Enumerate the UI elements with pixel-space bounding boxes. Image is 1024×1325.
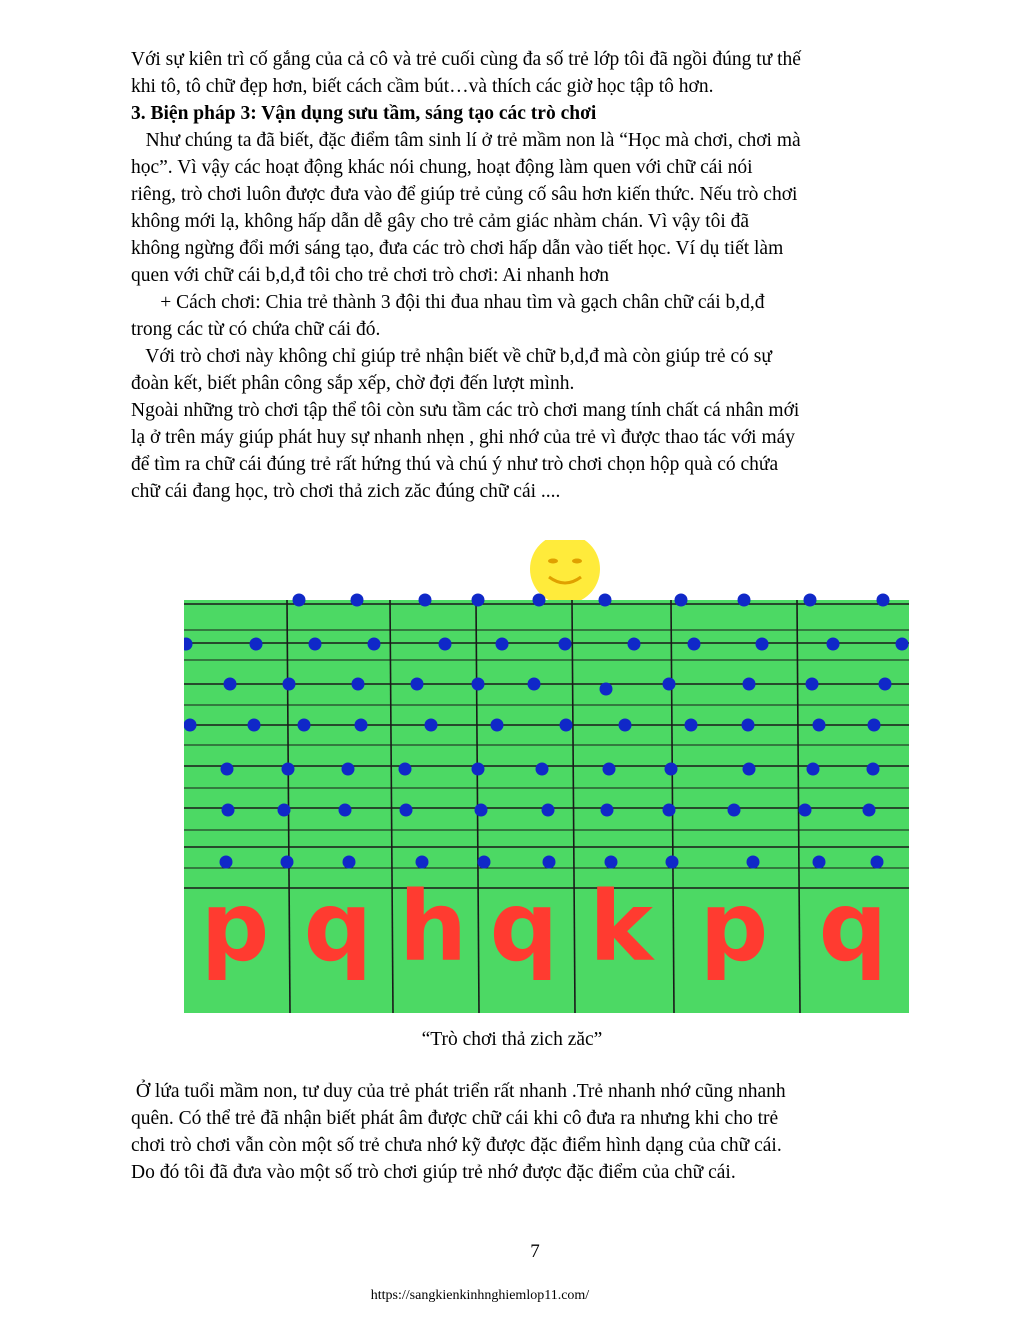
game-dot <box>601 804 614 817</box>
game-letter: p <box>200 871 270 983</box>
text-line: không mới lạ, không hấp dẫn dễ gây cho trẻ cảm giác nhàm chán. Vì vậy tôi đã <box>131 211 750 232</box>
game-letter: q <box>303 871 373 983</box>
game-dot <box>536 763 549 776</box>
game-dot <box>355 719 368 732</box>
text-line: Ở lứa tuổi mầm non, tư duy của trẻ phát triển rất nhanh .Trẻ nhanh nhớ cũng nhanh <box>131 1081 786 1102</box>
game-dot <box>867 763 880 776</box>
game-dot <box>743 763 756 776</box>
game-dot <box>220 856 233 869</box>
game-dot <box>281 856 294 869</box>
game-dot <box>248 719 261 732</box>
game-dot <box>416 856 429 869</box>
game-dot <box>283 678 296 691</box>
game-dot <box>605 856 618 869</box>
game-dot <box>221 763 234 776</box>
game-dot <box>813 856 826 869</box>
game-dot <box>742 719 755 732</box>
game-dot <box>756 638 769 651</box>
game-letter: h <box>398 871 468 983</box>
text-line: quên. Có thể trẻ đã nhận biết phát âm được chữ cái khi cô đưa ra nhưng khi cho trẻ <box>131 1108 779 1129</box>
game-dot <box>352 678 365 691</box>
game-dot <box>224 678 237 691</box>
game-dot <box>475 804 488 817</box>
game-dot <box>728 804 741 817</box>
text-line: riêng, trò chơi luôn được đưa vào để giúp trẻ củng cố sâu hơn kiến thức. Nếu trò chơi <box>131 184 798 205</box>
page-number: 7 <box>530 1241 540 1262</box>
game-dot <box>309 638 322 651</box>
section-heading: 3. Biện pháp 3: Vận dụng sưu tầm, sáng tạo các trò chơi <box>131 103 597 124</box>
text-line: Do đó tôi đã đưa vào một số trò chơi giúp trẻ nhớ được đặc điểm của chữ cái. <box>131 1162 736 1183</box>
game-dot <box>472 763 485 776</box>
game-dot <box>600 683 613 696</box>
game-dot <box>351 594 364 607</box>
game-dot <box>491 719 504 732</box>
game-dot <box>666 856 679 869</box>
game-dot <box>293 594 306 607</box>
game-dot <box>628 638 641 651</box>
game-dot <box>533 594 546 607</box>
game-dot <box>439 638 452 651</box>
game-dot <box>298 719 311 732</box>
game-dot <box>877 594 890 607</box>
game-dot <box>472 678 485 691</box>
smiley-eye <box>572 559 582 564</box>
game-dot <box>222 804 235 817</box>
game-dot <box>496 638 509 651</box>
bottom-text-block <box>131 1078 943 1186</box>
figure-caption: “Trò chơi thả zich zăc” <box>421 1029 603 1050</box>
game-dot <box>807 763 820 776</box>
text-line: Như chúng ta đã biết, đặc điểm tâm sinh lí ở trẻ mầm non là “Học mà chơi, chơi mà <box>131 130 801 151</box>
game-dot <box>879 678 892 691</box>
game-dot <box>688 638 701 651</box>
game-dot <box>603 763 616 776</box>
game-dot <box>343 856 356 869</box>
text-line: trong các từ có chứa chữ cái đó. <box>131 319 381 340</box>
game-dot <box>399 763 412 776</box>
zigzag-game-figure <box>184 540 909 1015</box>
text-line: + Cách chơi: Chia trẻ thành 3 đội thi đua nhau tìm và gạch chân chữ cái b,d,đ <box>131 292 765 313</box>
footer-url: https://sangkienkinhnghiemlop11.com/ <box>370 1288 590 1303</box>
game-dot <box>368 638 381 651</box>
game-dot <box>813 719 826 732</box>
game-dot <box>400 804 413 817</box>
game-letter: p <box>699 871 769 983</box>
game-dot <box>250 638 263 651</box>
text-line: không ngừng đổi mới sáng tạo, đưa các trò chơi hấp dẫn vào tiết học. Ví dụ tiết làm <box>131 238 784 259</box>
text-line: Ngoài những trò chơi tập thể tôi còn sưu tầm các trò chơi mang tính chất cá nhân mới <box>131 400 800 421</box>
game-dot <box>278 804 291 817</box>
game-dot <box>665 763 678 776</box>
game-dot <box>542 804 555 817</box>
game-dot <box>282 763 295 776</box>
text-line: chữ cái đang học, trò chơi thả zich zăc đúng chữ cái .... <box>131 481 561 502</box>
top-text-block <box>131 46 943 505</box>
text-line: lạ ở trên máy giúp phát huy sự nhanh nhẹn , ghi nhớ của trẻ vì được thao tác với máy <box>131 427 796 448</box>
game-dot <box>478 856 491 869</box>
text-line: Với trò chơi này không chỉ giúp trẻ nhận biết về chữ b,d,đ mà còn giúp trẻ có sự <box>131 346 772 367</box>
game-dot <box>663 804 676 817</box>
game-dot <box>599 594 612 607</box>
game-dot <box>419 594 432 607</box>
game-dot <box>472 594 485 607</box>
game-dot <box>747 856 760 869</box>
game-dot <box>342 763 355 776</box>
game-dot <box>560 719 573 732</box>
game-dot <box>184 719 197 732</box>
game-dot <box>543 856 556 869</box>
text-line: đoàn kết, biết phân công sắp xếp, chờ đợi đến lượt mình. <box>131 373 575 394</box>
game-dot <box>738 594 751 607</box>
text-line: học”. Vì vậy các hoạt động khác nói chung, hoạt động làm quen với chữ cái nói <box>131 157 753 178</box>
game-letter: q <box>818 871 888 983</box>
game-letter: q <box>489 871 559 983</box>
game-dot <box>804 594 817 607</box>
game-dot <box>896 638 909 651</box>
text-line: quen với chữ cái b,d,đ tôi cho trẻ chơi trò chơi: Ai nhanh hơn <box>131 265 610 286</box>
game-dot <box>411 678 424 691</box>
game-dot <box>743 678 756 691</box>
game-dot <box>868 719 881 732</box>
smiley-eye <box>548 559 558 564</box>
game-dot <box>339 804 352 817</box>
text-line: khi tô, tô chữ đẹp hơn, biết cách cầm bút…và thích các giờ học tập tô hơn. <box>131 76 714 97</box>
game-dot <box>685 719 698 732</box>
game-dot <box>619 719 632 732</box>
game-dot <box>425 719 438 732</box>
text-line: chơi trò chơi vẫn còn một số trẻ chưa nhớ kỹ được đặc điểm hình dạng của chữ cái. <box>131 1135 782 1156</box>
game-dot <box>528 678 541 691</box>
game-dot <box>799 804 812 817</box>
game-dot <box>559 638 572 651</box>
game-dot <box>863 804 876 817</box>
text-line: để tìm ra chữ cái đúng trẻ rất hứng thú và chú ý như trò chơi chọn hộp quà có chứa <box>131 454 779 475</box>
zigzag-game-board <box>184 540 909 1015</box>
game-dot <box>827 638 840 651</box>
game-dot <box>663 678 676 691</box>
game-dot <box>675 594 688 607</box>
game-dot <box>806 678 819 691</box>
game-letter: k <box>589 871 653 983</box>
game-dot <box>871 856 884 869</box>
text-line: Với sự kiên trì cố gắng của cả cô và trẻ cuối cùng đa số trẻ lớp tôi đã ngồi đúng tư thế <box>131 49 801 70</box>
